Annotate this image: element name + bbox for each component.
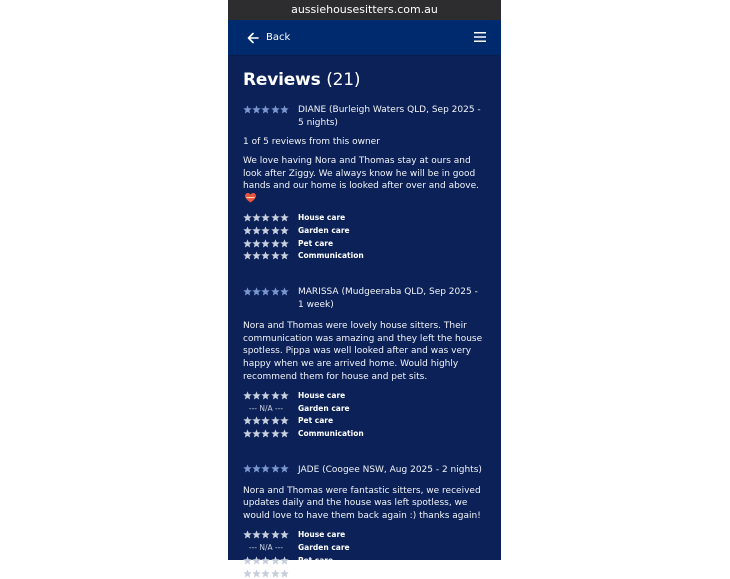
browser-url-bar[interactable] [228, 0, 501, 20]
star-icon [280, 464, 289, 473]
category-rating-row [243, 237, 486, 250]
star-icon [271, 429, 280, 438]
star-icon [243, 105, 252, 114]
star-icon [243, 287, 252, 296]
star-icon [252, 429, 261, 438]
star-icon [243, 239, 252, 248]
star-icon [271, 556, 280, 565]
category-rating-row [243, 402, 486, 415]
star-icon [271, 251, 280, 260]
star-icon [252, 226, 261, 235]
star-icon [252, 464, 261, 473]
star-icon [243, 464, 252, 473]
category-rating-row [243, 427, 486, 440]
star-icon [252, 569, 261, 578]
reviewer-name: DIANE (Burleigh Waters QLD, Sep 2025 - 5 nights) [298, 105, 481, 128]
url-text: aussiehousesitters.com.au [291, 3, 438, 16]
star-icon [271, 416, 280, 425]
page-title [243, 70, 486, 90]
star-icon [252, 239, 261, 248]
star-icon [243, 391, 252, 400]
category-rating-stars [243, 225, 289, 235]
star-icon [252, 391, 261, 400]
star-icon [252, 530, 261, 539]
category-label: Communication [298, 429, 364, 438]
review-text: Nora and Thomas were fantastic sitters, we received updates daily and the house was left spotless, we would love to have them back again :) thanks again! [243, 485, 481, 522]
star-icon [261, 391, 270, 400]
category-rating-stars [243, 429, 289, 439]
reviews-content [228, 56, 501, 579]
back-label: Back [266, 32, 291, 43]
star-icon [261, 530, 270, 539]
category-label: Pet care [298, 555, 334, 565]
not-applicable-text: --- N/A --- [248, 403, 284, 413]
category-label: Communication [298, 251, 364, 261]
star-icon [280, 416, 289, 425]
not-applicable-text: --- N/A --- [248, 543, 284, 553]
star-icon [261, 569, 270, 578]
star-icon [271, 226, 280, 235]
star-icon [252, 213, 261, 222]
star-icon [243, 226, 252, 235]
star-icon [261, 105, 270, 114]
category-ratings [243, 389, 486, 440]
star-icon [280, 105, 289, 114]
star-icon [243, 429, 252, 438]
star-icon [271, 569, 280, 578]
back-arrow-icon [246, 31, 260, 45]
star-icon [271, 239, 280, 248]
star-icon [243, 569, 252, 578]
review-card [243, 104, 486, 262]
category-rating-row [243, 249, 486, 262]
overall-rating-stars [243, 464, 289, 474]
star-icon [280, 569, 289, 578]
star-icon [243, 556, 252, 565]
star-icon [271, 213, 280, 222]
category-label: Garden care [298, 403, 350, 413]
category-rating-stars [243, 416, 289, 426]
category-label: Communication [298, 568, 364, 578]
star-icon [280, 239, 289, 248]
category-label: Garden care [298, 543, 350, 553]
star-icon [243, 416, 252, 425]
star-icon [271, 287, 280, 296]
review-text: We love having Nora and Thomas stay at ours and look after Ziggy. We always know he will be in good hands and our home is looked after over and above. [243, 156, 480, 192]
review-body [243, 155, 486, 205]
star-icon [261, 429, 270, 438]
star-icon [280, 287, 289, 296]
review-list [243, 104, 486, 579]
star-icon [252, 556, 261, 565]
category-rating-row [243, 224, 486, 237]
category-label: Pet care [298, 238, 334, 248]
category-ratings [243, 529, 486, 579]
page-title-text: Reviews [243, 70, 321, 90]
star-icon [243, 213, 252, 222]
star-icon [280, 226, 289, 235]
review-header [243, 286, 486, 312]
star-icon [261, 226, 270, 235]
star-icon [261, 287, 270, 296]
star-icon [280, 213, 289, 222]
category-rating-stars [243, 555, 289, 565]
category-rating-row [243, 567, 486, 579]
category-label: Pet care [298, 416, 334, 426]
back-button[interactable] [246, 20, 290, 55]
review-header [243, 464, 486, 477]
category-rating-row [243, 414, 486, 427]
review-count: (21) [326, 70, 361, 90]
star-icon [261, 556, 270, 565]
review-card [243, 464, 486, 579]
category-label: House care [298, 390, 346, 400]
star-icon [243, 251, 252, 260]
owner-review-count: 1 of 5 reviews from this owner [243, 137, 380, 147]
category-ratings [243, 211, 486, 262]
category-rating-stars [243, 530, 289, 540]
category-rating-stars [243, 568, 289, 578]
category-rating-row [243, 541, 486, 554]
category-rating-stars [243, 251, 289, 261]
category-rating-row [243, 554, 486, 567]
star-icon [271, 464, 280, 473]
star-icon [280, 530, 289, 539]
category-label: Garden care [298, 225, 350, 235]
review-text: Nora and Thomas were lovely house sitters. Their communication was amazing and they left the house spotless. Pippa was well looked after and was very happy when we are arrived home. Would highly recommend them for house and pet sits. [243, 321, 483, 382]
star-icon [280, 251, 289, 260]
star-icon [271, 105, 280, 114]
star-icon [252, 287, 261, 296]
category-label: House care [298, 530, 346, 540]
star-icon [252, 251, 261, 260]
star-icon [261, 213, 270, 222]
category-rating-row [243, 389, 486, 402]
star-icon [261, 416, 270, 425]
heart-emoji-icon [245, 193, 256, 203]
star-icon [271, 391, 280, 400]
star-icon [271, 530, 280, 539]
category-rating-stars [243, 390, 289, 400]
review-header [243, 104, 486, 130]
star-icon [252, 105, 261, 114]
star-icon [280, 391, 289, 400]
phone-screen [228, 0, 501, 578]
reviewer-name: MARISSA (Mudgeeraba QLD, Sep 2025 - 1 week) [298, 287, 478, 311]
top-navbar [228, 20, 501, 56]
star-icon [280, 429, 289, 438]
star-icon [243, 530, 252, 539]
reviewer-name: JADE (Coogee NSW, Aug 2025 - 2 nights) [298, 464, 482, 475]
review-body [243, 485, 486, 523]
category-rating-row [243, 529, 486, 542]
overall-rating-stars [243, 286, 289, 296]
category-rating-stars [243, 238, 289, 248]
hamburger-menu-icon[interactable] [473, 31, 487, 43]
category-rating-stars [243, 213, 289, 223]
star-icon [261, 239, 270, 248]
category-label: House care [298, 213, 346, 223]
star-icon [261, 464, 270, 473]
overall-rating-stars [243, 104, 289, 114]
review-card [243, 286, 486, 440]
review-body [243, 320, 486, 383]
star-icon [252, 416, 261, 425]
star-icon [261, 251, 270, 260]
category-rating-row [243, 211, 486, 224]
star-icon [280, 556, 289, 565]
